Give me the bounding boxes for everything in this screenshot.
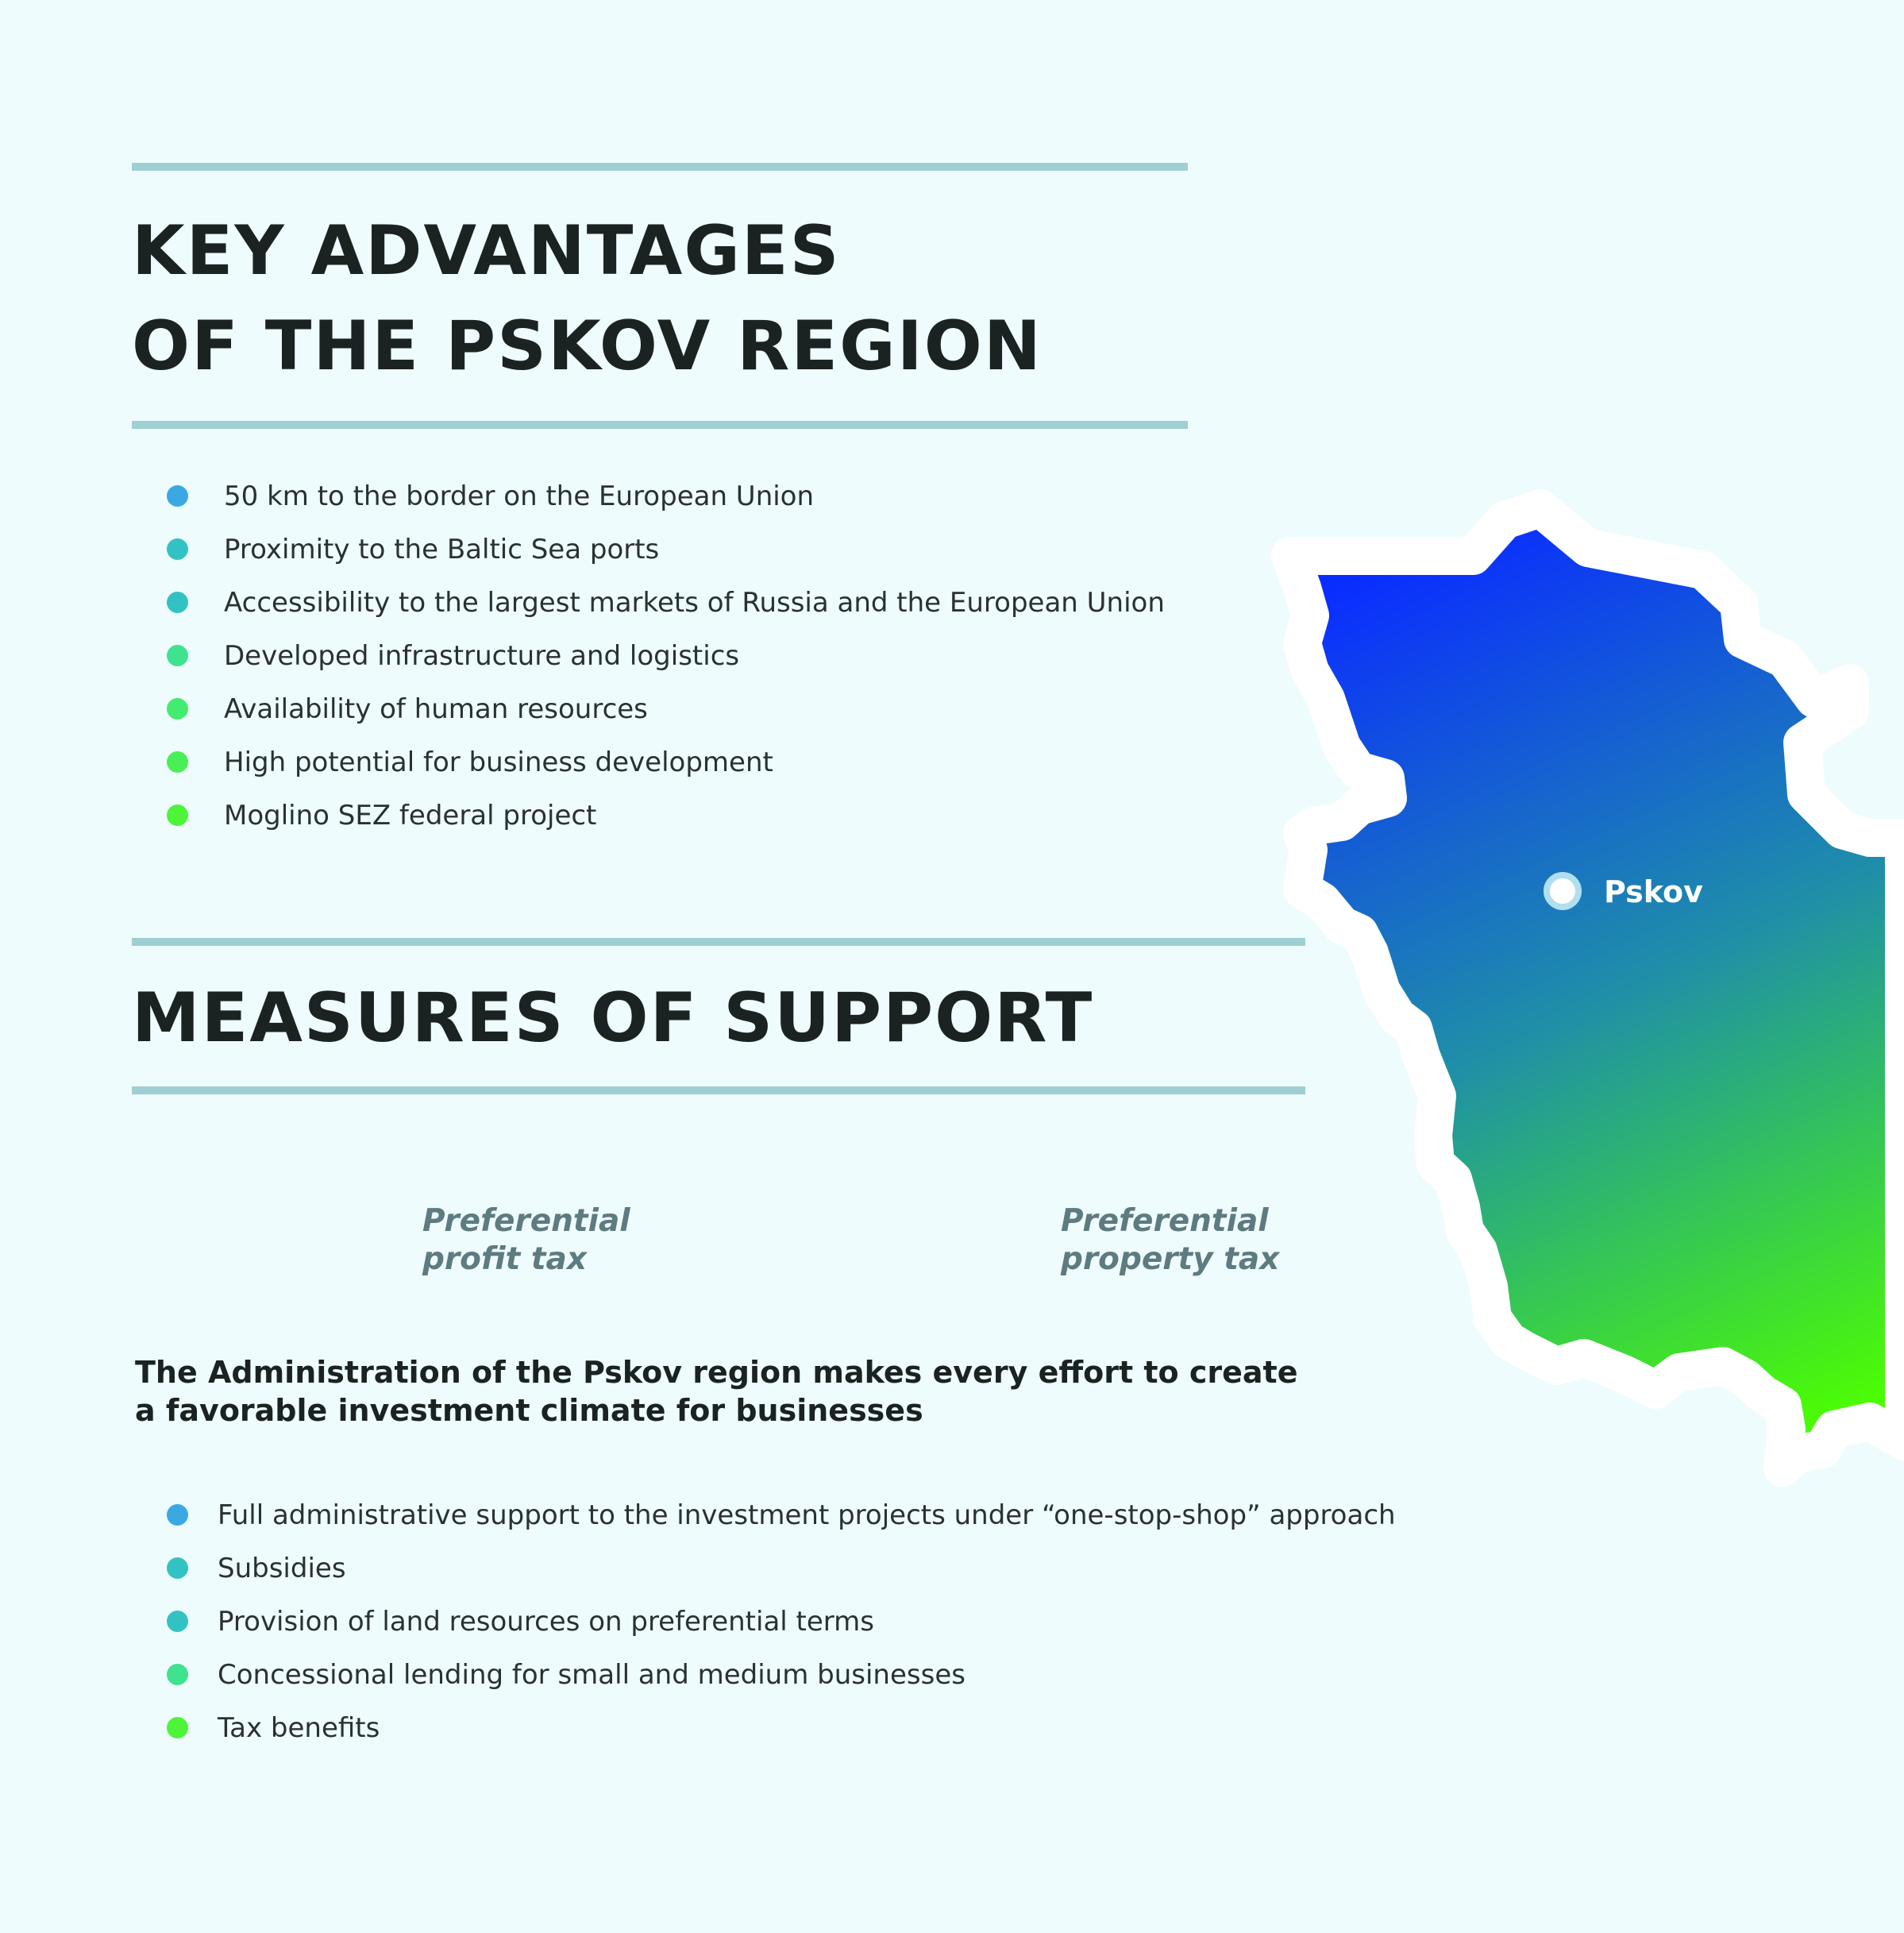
advantage-text: Accessibility to the largest markets of Russia and the European Union [224, 586, 1165, 619]
pskov-city-label: Pskov [1604, 874, 1703, 909]
advantage-text: Developed infrastructure and logistics [224, 639, 740, 672]
list-item [167, 1541, 1396, 1595]
region-shape [1290, 508, 1904, 1468]
bullet-dot [167, 1664, 188, 1685]
bullet-dot [167, 1611, 188, 1632]
list-item [167, 789, 1165, 842]
support-title: MEASURES OF SUPPORT [132, 978, 1094, 1058]
support-text: Provision of land resources on preferential terms [218, 1605, 875, 1638]
list-item [167, 523, 1165, 576]
measure-right-line1: Preferential [1061, 1203, 1269, 1239]
list-item [167, 576, 1165, 629]
measure-left-line1: Preferential [422, 1203, 630, 1239]
advantages-title-line1: KEY ADVANTAGES [132, 211, 841, 291]
support-list [167, 1488, 1396, 1754]
measure-left-line2: profit tax [422, 1241, 587, 1277]
bullet-dot [167, 1717, 188, 1738]
measure-profit-tax [422, 1202, 630, 1279]
list-item [167, 1595, 1396, 1648]
list-item [167, 469, 1165, 523]
advantages-bottom-rule [132, 421, 1188, 429]
statement-line2: a favorable investment climate for businesses [135, 1393, 923, 1428]
advantage-text: 50 km to the border on the European Union [224, 480, 815, 512]
list-item [167, 1701, 1396, 1754]
support-text: Full administrative support to the investment projects under “one-stop-shop” approach [218, 1499, 1396, 1531]
advantage-text: Availability of human resources [224, 693, 648, 725]
list-item [167, 1648, 1396, 1701]
support-text: Subsidies [218, 1552, 346, 1584]
statement-line1: The Administration of the Pskov region makes every effort to create [135, 1355, 1298, 1390]
bullet-dot [167, 538, 188, 560]
support-bottom-rule [132, 1086, 1305, 1094]
list-item [167, 1488, 1396, 1541]
advantage-text: Proximity to the Baltic Sea ports [224, 533, 660, 565]
bullet-dot [167, 804, 188, 826]
list-item [167, 735, 1165, 789]
bullet-dot [167, 1557, 188, 1579]
list-item [167, 629, 1165, 682]
list-item [167, 682, 1165, 735]
advantages-title-line2: OF THE PSKOV REGION [132, 307, 1043, 386]
bullet-dot [167, 698, 188, 720]
advantage-text: High potential for business development [224, 746, 773, 778]
bullet-dot [167, 751, 188, 773]
measure-property-tax [1061, 1202, 1279, 1279]
bullet-dot [167, 645, 188, 666]
measure-right-line2: property tax [1061, 1241, 1280, 1277]
support-text: Concessional lending for small and medium businesses [218, 1658, 965, 1691]
bullet-dot [167, 1504, 188, 1526]
administration-statement [135, 1353, 1297, 1429]
pskov-city-marker[interactable] [1547, 875, 1578, 907]
bullet-dot [167, 485, 188, 507]
advantages-top-rule [132, 163, 1188, 171]
advantages-title [132, 203, 1043, 394]
advantages-list [167, 469, 1165, 842]
bullet-dot [167, 592, 188, 613]
support-text: Tax benefits [218, 1711, 380, 1744]
advantage-text: Moglino SEZ federal project [224, 799, 597, 831]
support-top-rule [132, 938, 1305, 946]
